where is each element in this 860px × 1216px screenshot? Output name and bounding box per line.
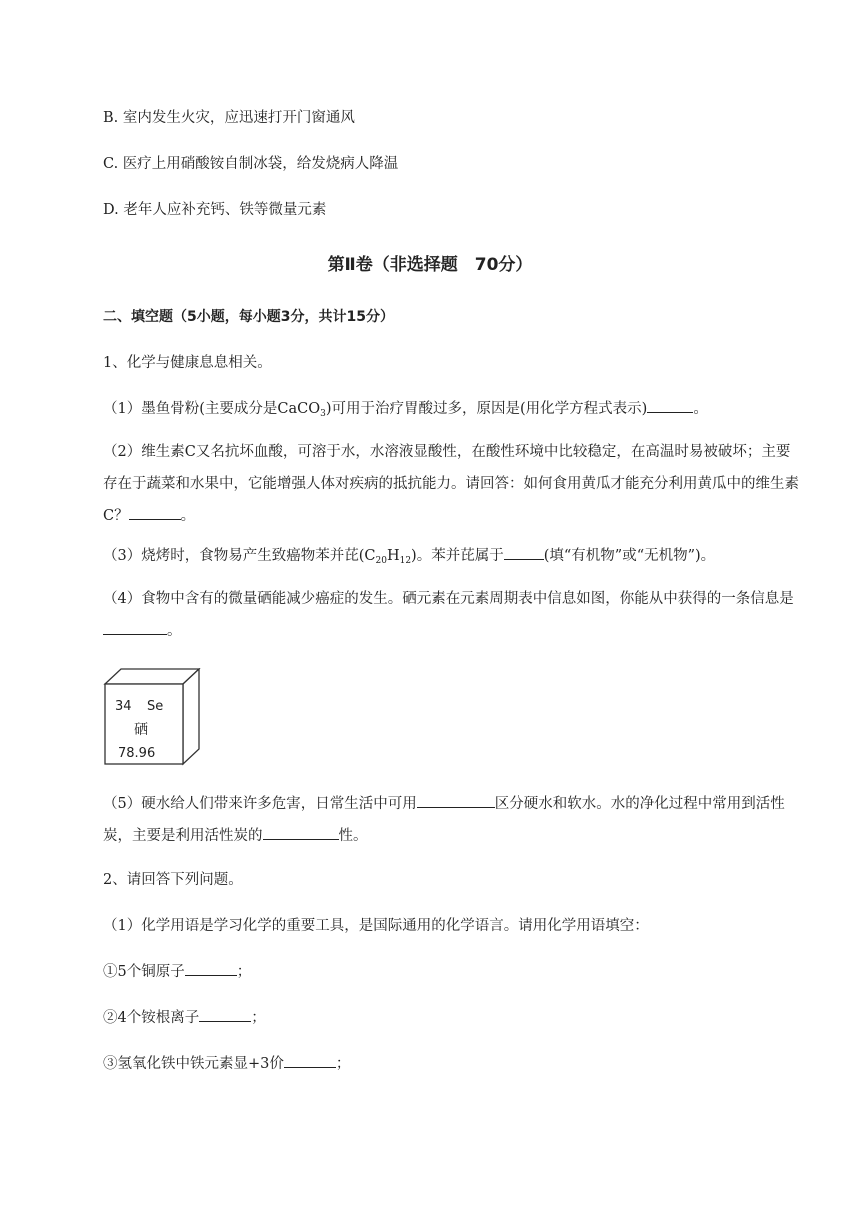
question-1-part-4 — [103, 583, 803, 647]
question-1-part-3 — [103, 545, 715, 566]
question-2-item-2 — [103, 1007, 266, 1028]
q2-i3-end: ； — [335, 1056, 351, 1072]
part-title: 第Ⅱ卷（非选择题 70分） — [327, 255, 533, 275]
question-1-part-5 — [103, 788, 803, 852]
q1-p3-text-c: (填“有机物”或“无机物”)。 — [543, 548, 716, 564]
answer-blank[interactable] — [417, 793, 495, 808]
q2-i2-end: ； — [251, 1010, 266, 1026]
question-1-part-1 — [103, 398, 708, 419]
question-1-part-2 — [103, 436, 803, 532]
answer-blank[interactable] — [199, 1007, 251, 1022]
q1-p4-end: 。 — [167, 623, 182, 639]
q1-p1-text-b: )可用于治疗胃酸过多，原因是(用化学方程式表示) — [325, 401, 648, 417]
question-2-stem: 2、请回答下列问题。 — [103, 872, 243, 888]
q1-p3-sub-1: 20 — [375, 556, 387, 566]
element-name: 硒 — [134, 722, 148, 738]
q1-p5-text-c: 性。 — [338, 828, 368, 844]
q2-i1-end: ； — [236, 964, 252, 980]
q1-p2-text: （2）维生素C又名抗坏血酸，可溶于水，水溶液显酸性，在酸性环境中比较稳定，在高温时易被破坏；主要存在于蔬菜和水果中，它能增强人体对疾病的抵抗能力。请回答：如何食用黄瓜才能充分利用黄瓜中的维生素C？ — [103, 444, 799, 524]
q1-p3-sub-2: 12 — [399, 556, 412, 566]
q1-p3-text-a: （3）烧烤时，食物易产生致癌物苯并芘(C — [103, 548, 376, 564]
q1-p2-end: 。 — [180, 508, 196, 524]
selenium-element-card — [101, 668, 203, 766]
answer-blank[interactable] — [129, 505, 181, 520]
atomic-mass: 78.96 — [118, 746, 156, 761]
q1-p5-text-a: （5）硬水给人们带来许多危害，日常生活中可用 — [103, 796, 417, 812]
question-1-stem: 1、化学与健康息息相关。 — [103, 355, 272, 371]
q1-p3-mid: H — [386, 548, 400, 564]
option-d: D. 老年人应补充钙、铁等微量元素 — [103, 202, 327, 218]
q2-i1-text: ①5个铜原子 — [103, 964, 185, 980]
question-2-item-3 — [103, 1053, 350, 1074]
q1-p5-text-b: 区分硬水和软水。水的净化过程中常用到活性炭，主要是利用活性炭的 — [103, 796, 785, 844]
q1-p3-text-b: )。苯并芘属于 — [411, 548, 504, 564]
q1-p1-subscript: 3 — [320, 409, 326, 419]
answer-blank[interactable] — [263, 825, 339, 840]
answer-blank[interactable] — [185, 961, 237, 976]
answer-blank[interactable] — [504, 545, 544, 560]
q1-p4-text: （4）食物中含有的微量硒能减少癌症的发生。硒元素在元素周期表中信息如图，你能从中获得的一条信息是 — [103, 591, 794, 607]
option-b: B. 室内发生火灾，应迅速打开门窗通风 — [103, 110, 355, 126]
section-heading: 二、填空题（5小题，每小题3分，共计15分） — [103, 309, 394, 325]
q1-p1-text-a: （1）墨鱼骨粉(主要成分是CaCO — [103, 401, 321, 417]
q2-i2-text: ②4个铵根离子 — [103, 1010, 200, 1026]
answer-blank[interactable] — [103, 620, 167, 635]
q1-p1-end: 。 — [693, 401, 708, 417]
question-2-part-1: （1）化学用语是学习化学的重要工具，是国际通用的化学语言。请用化学用语填空： — [103, 918, 649, 934]
question-2-item-1 — [103, 961, 251, 982]
option-c: C. 医疗上用硝酸铵自制冰袋，给发烧病人降温 — [103, 156, 399, 172]
element-symbol: Se — [147, 699, 164, 714]
answer-blank[interactable] — [647, 398, 693, 413]
atomic-number: 34 — [115, 699, 132, 714]
q2-i3-text: ③氢氧化铁中铁元素显+3价 — [103, 1056, 284, 1072]
answer-blank[interactable] — [284, 1053, 336, 1068]
